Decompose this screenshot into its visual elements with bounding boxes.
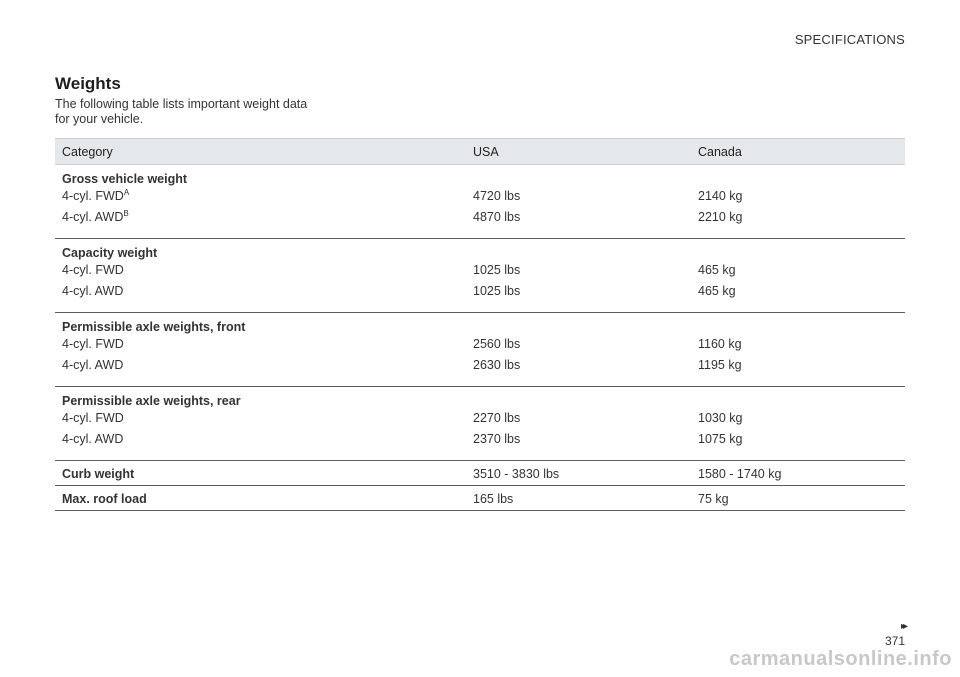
group-label: Permissible axle weights, rear <box>62 394 241 408</box>
row-label: 4-cyl. FWD <box>62 337 124 351</box>
table-row <box>55 432 905 461</box>
usa-value: 3510 - 3830 lbs <box>466 461 691 486</box>
canada-value: 1075 kg <box>691 432 905 461</box>
intro-paragraph: The following table lists important weight data for your vehicle. <box>55 97 308 126</box>
canada-value: 75 kg <box>691 486 905 511</box>
canada-value: 1195 kg <box>691 358 905 387</box>
row-label: 4-cyl. FWD <box>62 411 124 425</box>
table-row <box>55 210 905 239</box>
table-row <box>55 461 905 486</box>
table-row <box>55 189 905 210</box>
table-row <box>55 337 905 358</box>
double-arrow-right-icon: ▸▸ <box>900 621 905 632</box>
usa-value: 165 lbs <box>466 486 691 511</box>
canada-value: 465 kg <box>698 263 736 277</box>
row-label: 4-cyl. AWD <box>55 432 466 461</box>
column-header-canada: Canada <box>691 139 905 165</box>
row-label: 4-cyl. FWD <box>62 263 124 277</box>
group-header-row <box>55 313 905 338</box>
group-header-row <box>55 165 905 190</box>
table-row <box>55 358 905 387</box>
group-header-row <box>55 239 905 264</box>
canada-value: 2140 kg <box>698 189 743 203</box>
row-label: 4-cyl. $AWD^B$ <box>55 210 466 239</box>
running-header: SPECIFICATIONS <box>794 32 905 47</box>
canada-value: 1030 kg <box>698 411 743 425</box>
row-label: 4-cyl. $FWD^A$ <box>62 188 130 203</box>
usa-value: 2560 lbs <box>473 337 521 351</box>
usa-value: 4720 lbs <box>473 189 521 203</box>
page-number: 371 <box>884 634 905 648</box>
group-label: Gross vehicle weight <box>62 172 188 186</box>
canada-value: 1580 - 1740 kg <box>691 461 905 486</box>
usa-value: 2370 lbs <box>466 432 691 461</box>
table-header-row <box>55 139 905 165</box>
row-label: 4-cyl. AWD <box>55 284 466 313</box>
group-label: Capacity weight <box>62 246 158 260</box>
row-label: Curb weight <box>55 461 466 486</box>
watermark: carmanualsonline.info <box>729 648 952 670</box>
table-row <box>55 263 905 284</box>
canada-value: 1160 kg <box>698 337 742 351</box>
group-label: Permissible axle weights, front <box>62 320 246 334</box>
footnote-marker: B <box>123 209 129 218</box>
section-title: Weights <box>55 74 121 93</box>
row-label: Max. roof load <box>55 486 466 511</box>
table-row <box>55 284 905 313</box>
usa-value: 4870 lbs <box>466 210 691 239</box>
canada-value: 465 kg <box>691 284 905 313</box>
weights-table <box>55 138 905 511</box>
canada-value: 2210 kg <box>691 210 905 239</box>
table-row <box>55 411 905 432</box>
column-header-usa: USA <box>466 139 691 165</box>
column-header-category: Category <box>55 139 466 165</box>
usa-value: 1025 lbs <box>473 263 521 277</box>
usa-value: 1025 lbs <box>466 284 691 313</box>
footnote-marker: A <box>123 188 130 197</box>
row-label: 4-cyl. AWD <box>55 358 466 387</box>
table-row <box>55 486 905 511</box>
usa-value: 2270 lbs <box>473 411 521 425</box>
group-header-row <box>55 387 905 412</box>
usa-value: 2630 lbs <box>466 358 691 387</box>
